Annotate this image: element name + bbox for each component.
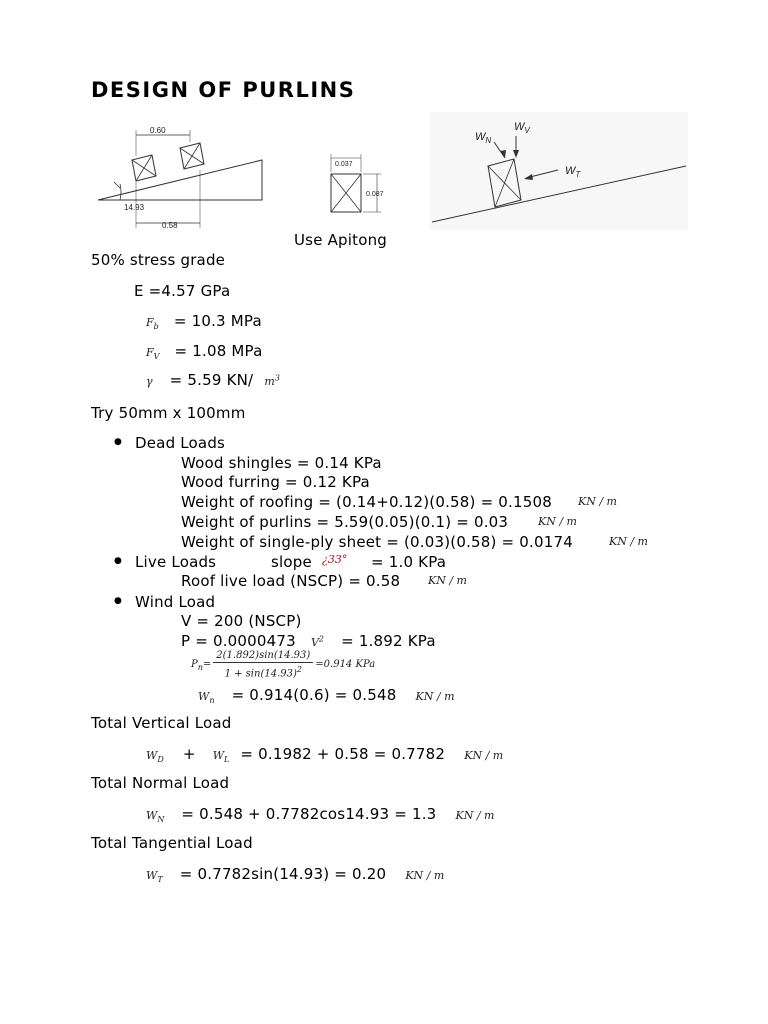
pressure-formula: P = 0.0000473 [181,632,296,650]
height-label: 0.087 [366,191,384,198]
wt-symbol: $W_T$ [146,869,163,885]
total-vertical-heading: Total Vertical Load [91,714,232,732]
wn-unit: KN / m [415,690,455,703]
pn-result: =0.914 KPa [315,659,376,671]
gamma-unit: $m^3$ [264,373,280,388]
fb-symbol: $F_b$ [146,316,159,332]
elastic-modulus: E =4.57 GPa [134,282,231,300]
total-vertical-value: = 0.1982 + 0.58 = 0.7782 [240,745,446,763]
bending-stress-row [146,311,262,331]
purlin-section-diagram [320,150,400,220]
wv-label: $W_V$ [514,121,530,135]
spacing-label: 0.60 [150,126,166,135]
slope-label: slope [271,553,312,571]
pn-symbol: $P_n$ [191,659,203,673]
roof-slope-diagram [92,118,272,234]
bullet-icon: ● [114,437,122,447]
gamma-value: = 5.59 KN/ [169,371,254,389]
normal-pressure-equation: $P_n=$ $\frac{2(1.892)\sin(14.93)}{1 + \sin(14.93)^2}$ =0.914 KPa [191,650,376,680]
dead-load-line: Wood furring = 0.12 KPa [181,473,370,491]
roof-live-load: Roof live load (NSCP) = 0.58 [181,572,401,590]
try-size-label: Try 50mm x 100mm [91,404,246,422]
use-apitong-label: Use Apitong [294,231,388,249]
bullet-icon: ● [114,556,122,566]
total-vertical-row [146,744,503,764]
total-normal-unit: KN / m [455,809,495,822]
unit-weight-row [146,370,280,389]
dead-load-line: Weight of single-ply sheet = (0.03)(0.58) = 0.0174 [181,533,573,551]
fb-value: = 10.3 MPa [173,312,262,330]
roof-live-load-unit: KN / m [428,574,467,587]
velocity-squared: $V^2$ [310,634,325,649]
wind-normal-row [198,685,455,705]
wind-speed: V = 200 (NSCP) [181,612,302,630]
wn-value: = 0.914(0.6) = 0.548 [231,686,397,704]
slope-symbol: ¿33° [322,553,348,566]
dead-loads-heading: Dead Loads [135,434,226,452]
force-components-diagram [430,112,690,232]
page-title: DESIGN OF PURLINS [91,78,356,102]
wind-pressure-row [181,631,436,650]
bullet-icon: ● [114,596,122,606]
total-vertical-unit: KN / m [464,749,504,762]
wn-total-symbol: $W_N$ [146,809,165,825]
pn-denominator: $1 + \sin(14.93)^2$ [224,665,302,680]
total-normal-value: = 0.548 + 0.7782cos14.93 = 1.3 [181,805,437,823]
total-tangential-row [146,864,444,884]
gamma-symbol: γ [146,375,153,388]
dead-load-unit: KN / m [578,495,617,508]
slope-value: = 1.0 KPa [371,553,447,571]
wn-label: $W_N$ [475,131,492,145]
wl-symbol: $W_L$ [212,749,230,765]
wd-symbol: $W_D$ [146,749,164,765]
stress-grade-label: 50% stress grade [91,251,226,269]
live-loads-heading: Live Loads [135,553,217,571]
dead-load-unit: KN / m [609,535,648,548]
pn-fraction [213,649,313,680]
total-tangential-unit: KN / m [405,869,445,882]
wt-label: $W_T$ [565,165,581,179]
plus-sign: + [182,745,196,763]
width-label: 0.037 [335,161,353,168]
dead-load-line: Weight of roofing = (0.14+0.12)(0.58) = 0.1508 [181,493,552,511]
total-tangential-heading: Total Tangential Load [91,834,253,852]
wn-symbol: $W_n$ [198,690,215,706]
depth-label: 0.58 [162,221,178,230]
total-normal-row [146,804,495,824]
wind-load-heading: Wind Load [135,593,216,611]
fv-value: = 1.08 MPa [174,342,263,360]
pressure-value: = 1.892 KPa [341,632,436,650]
shear-stress-row [146,341,263,361]
fv-symbol: $F_V$ [146,346,160,362]
dead-load-unit: KN / m [538,515,577,528]
angle-label: 14.93 [124,203,145,212]
pn-numerator: 2(1.892)sin(14.93) [213,649,313,663]
total-normal-heading: Total Normal Load [91,774,230,792]
dead-load-line: Weight of purlins = 5.59(0.05)(0.1) = 0.03 [181,513,509,531]
total-tangential-value: = 0.7782sin(14.93) = 0.20 [179,865,387,883]
dead-load-line: Wood shingles = 0.14 KPa [181,454,382,472]
